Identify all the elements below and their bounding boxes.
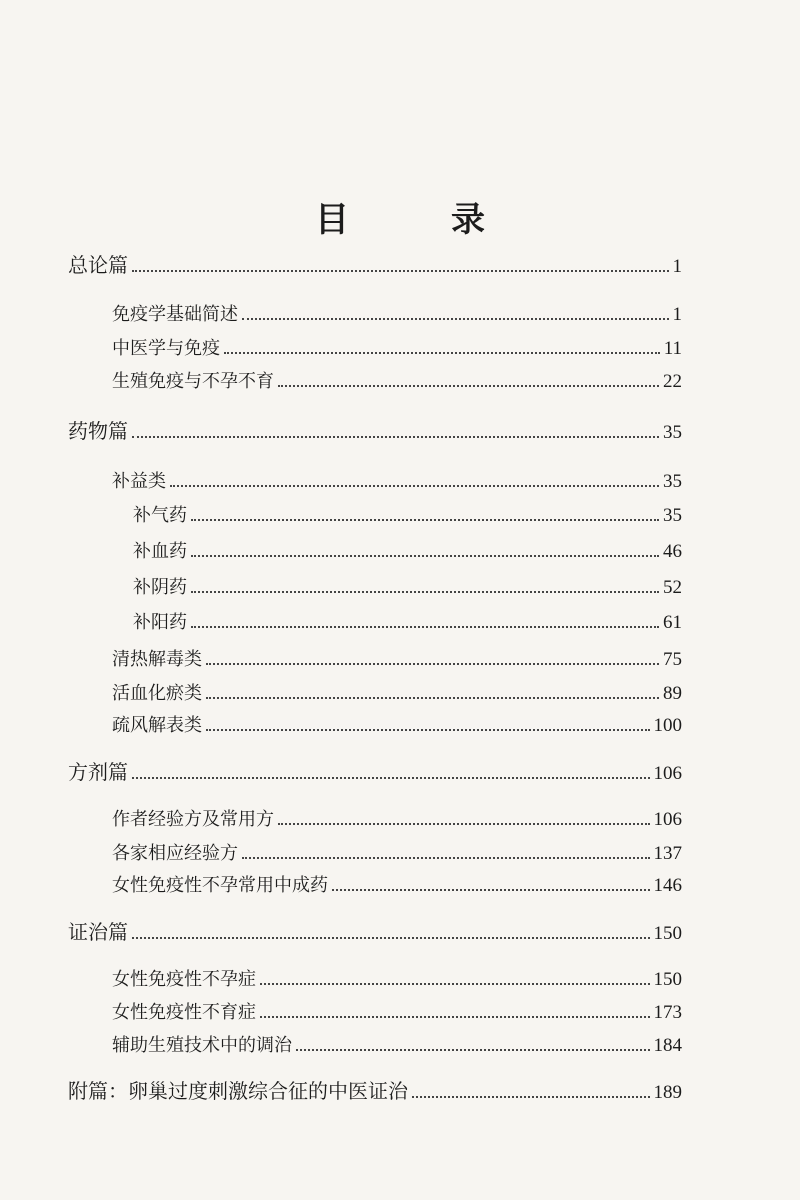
dot-leader — [242, 318, 669, 320]
toc-entry-page: 184 — [653, 1035, 682, 1056]
toc-entry-section[interactable] — [112, 709, 682, 737]
toc-entry-page: 189 — [653, 1082, 682, 1103]
toc-entry-label: 免疫学基础简述 — [112, 304, 238, 325]
toc-entry-label: 中医学与免疫 — [112, 338, 220, 359]
dot-leader — [332, 889, 650, 891]
dot-leader — [132, 270, 669, 272]
toc-entry-page: 61 — [663, 612, 682, 633]
toc-entry-label: 附篇：卵巢过度刺激综合征的中医证治 — [68, 1079, 408, 1103]
toc-entry-label: 女性免疫性不孕常用中成药 — [112, 875, 328, 896]
dot-leader — [191, 626, 659, 628]
toc-entry-part[interactable] — [68, 757, 682, 785]
toc-entry-subsection[interactable] — [133, 535, 682, 563]
toc-entry-section[interactable] — [112, 298, 682, 326]
toc-entry-page: 150 — [653, 923, 682, 944]
dot-leader — [132, 937, 650, 939]
dot-leader — [132, 436, 659, 438]
toc-entry-label: 女性免疫性不育症 — [112, 1002, 256, 1023]
dot-leader — [206, 697, 659, 699]
toc-entry-label: 各家相应经验方 — [112, 843, 238, 864]
toc-entry-label: 清热解毒类 — [112, 649, 202, 670]
toc-entry-section[interactable] — [112, 465, 682, 493]
toc-entry-section[interactable] — [112, 837, 682, 865]
toc-entry-section[interactable] — [112, 332, 682, 360]
toc-entry-page: 35 — [663, 471, 682, 492]
toc-entry-page: 1 — [672, 256, 682, 277]
toc-entry-page: 150 — [653, 969, 682, 990]
dot-leader — [206, 729, 650, 731]
toc-entry-page: 35 — [663, 505, 682, 526]
toc-entry-section[interactable] — [112, 365, 682, 393]
toc-entry-label: 辅助生殖技术中的调治 — [112, 1035, 292, 1056]
toc-entry-label: 补血药 — [133, 541, 187, 562]
dot-leader — [191, 555, 659, 557]
toc-entry-label: 补气药 — [133, 505, 187, 526]
toc-entry-page: 100 — [653, 715, 682, 736]
toc-entry-label: 补益类 — [112, 471, 166, 492]
toc-entry-label: 证治篇 — [68, 920, 128, 944]
dot-leader — [224, 352, 660, 354]
dot-leader — [242, 857, 650, 859]
toc-entry-page: 146 — [653, 875, 682, 896]
toc-entry-label: 方剂篇 — [68, 760, 128, 784]
toc-entry-subsection[interactable] — [133, 499, 682, 527]
toc-entry-section[interactable] — [112, 677, 682, 705]
dot-leader — [170, 485, 659, 487]
dot-leader — [191, 591, 659, 593]
toc-entry-page: 106 — [653, 763, 682, 784]
toc-entry-page: 1 — [672, 304, 682, 325]
toc-entry-label: 药物篇 — [68, 419, 128, 443]
toc-entry-label: 疏风解表类 — [112, 715, 202, 736]
toc-entry-label: 补阳药 — [133, 612, 187, 633]
toc-entry-page: 46 — [663, 541, 682, 562]
toc-entry-part[interactable] — [68, 250, 682, 278]
toc-entry-section[interactable] — [112, 996, 682, 1024]
toc-entry-section[interactable] — [112, 963, 682, 991]
toc-entry-part[interactable] — [68, 917, 682, 945]
toc-entry-label: 生殖免疫与不孕不育 — [112, 371, 274, 392]
dot-leader — [132, 777, 650, 779]
toc-entry-page: 173 — [653, 1002, 682, 1023]
toc-entry-page: 22 — [663, 371, 682, 392]
toc-entry-subsection[interactable] — [133, 571, 682, 599]
dot-leader — [296, 1049, 650, 1051]
toc-entry-section[interactable] — [112, 869, 682, 897]
toc-entry-page: 11 — [663, 338, 682, 359]
toc-entry-page: 75 — [663, 649, 682, 670]
toc-entry-section[interactable] — [112, 643, 682, 671]
toc-entry-appendix[interactable] — [68, 1076, 682, 1104]
toc-entry-page: 35 — [663, 422, 682, 443]
toc-entry-part[interactable] — [68, 416, 682, 444]
dot-leader — [206, 663, 659, 665]
dot-leader — [412, 1096, 650, 1098]
toc-entry-label: 活血化瘀类 — [112, 683, 202, 704]
dot-leader — [278, 385, 659, 387]
toc-entry-section[interactable] — [112, 803, 682, 831]
toc-entry-label: 总论篇 — [68, 253, 128, 277]
dot-leader — [260, 1016, 650, 1018]
page-title: 目 录 — [315, 200, 519, 240]
toc-entry-page: 89 — [663, 683, 682, 704]
toc-entry-label: 补阴药 — [133, 577, 187, 598]
dot-leader — [191, 519, 659, 521]
dot-leader — [278, 823, 650, 825]
toc-entry-page: 52 — [663, 577, 682, 598]
dot-leader — [260, 983, 650, 985]
toc-entry-page: 106 — [653, 809, 682, 830]
toc-entry-label: 女性免疫性不孕症 — [112, 969, 256, 990]
toc-entry-subsection[interactable] — [133, 606, 682, 634]
toc-entry-label: 作者经验方及常用方 — [112, 809, 274, 830]
toc-entry-page: 137 — [653, 843, 682, 864]
toc-entry-section[interactable] — [112, 1029, 682, 1057]
